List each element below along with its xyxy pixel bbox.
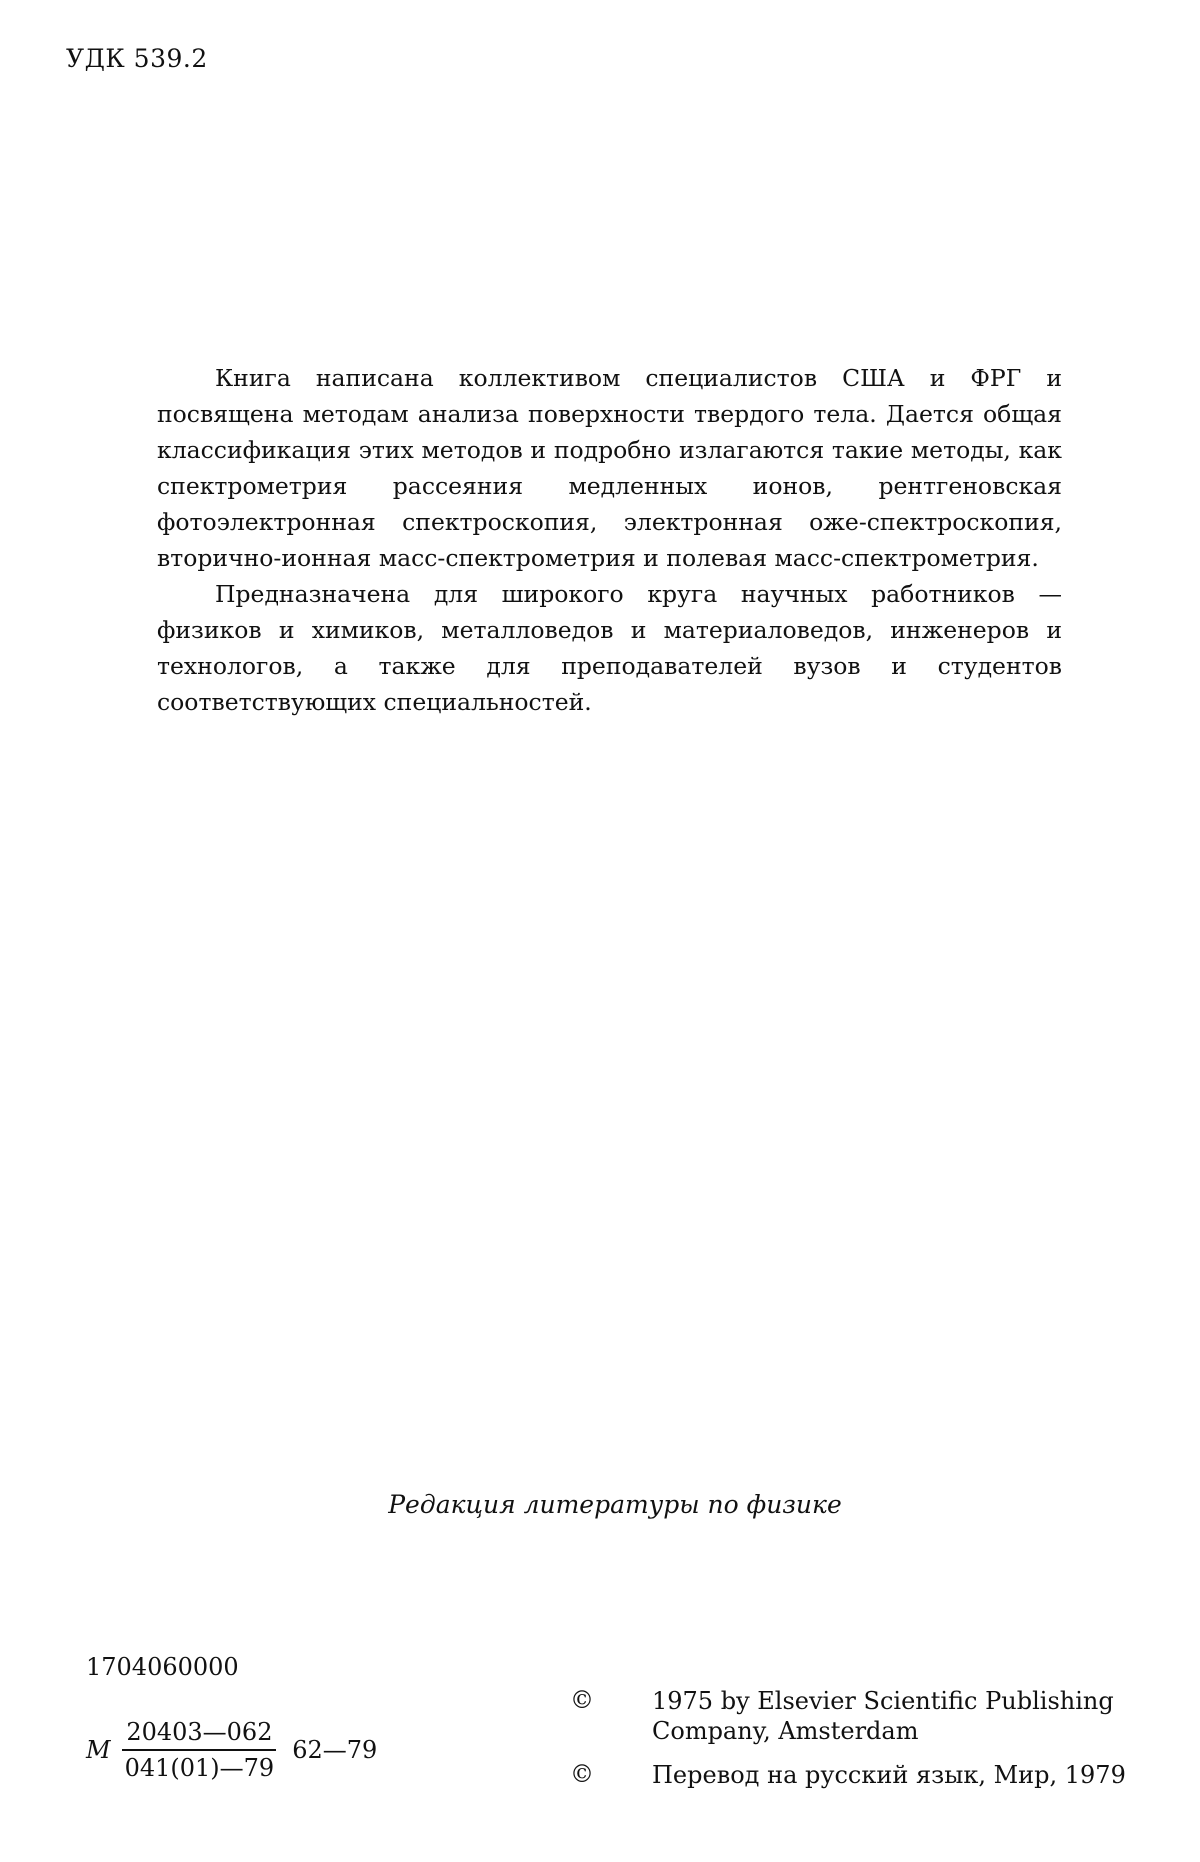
index-letter: М bbox=[86, 1736, 111, 1764]
copyright-block bbox=[570, 1686, 1170, 1790]
annotation-paragraph-2: Предназначена для широкого круга научных работников — физиков и химиков, металловедов и материаловедов, инженеров и технологов, а также для преподавателей вузов и студентов соответствующих специальностей. bbox=[157, 580, 1062, 716]
index-tail: 62—79 bbox=[292, 1736, 378, 1764]
copyright-symbol: © bbox=[570, 1760, 594, 1788]
copyright-translation bbox=[570, 1760, 1170, 1790]
copyright-original bbox=[570, 1686, 1170, 1746]
editorial-department: Редакция литературы по физике bbox=[388, 1490, 842, 1519]
copyright-translation-text: Перевод на русский язык, Мир, 1979 bbox=[652, 1761, 1126, 1789]
index-fraction bbox=[121, 1718, 279, 1782]
udk-classification: УДК 539.2 bbox=[66, 44, 208, 73]
catalog-code-number: 1704060000 bbox=[86, 1653, 239, 1681]
copyright-symbol: © bbox=[570, 1686, 594, 1714]
book-annotation bbox=[157, 360, 1062, 720]
copyright-original-text: 1975 by Elsevier Scientific Publishing Company, Amsterdam bbox=[652, 1687, 1114, 1745]
catalog-code bbox=[86, 1653, 239, 1681]
fraction-numerator: 20403—062 bbox=[122, 1718, 276, 1751]
publication-index bbox=[86, 1718, 377, 1782]
fraction-denominator: 041(01)—79 bbox=[124, 1754, 275, 1782]
annotation-paragraph-1: Книга написана коллективом специалистов США и ФРГ и посвящена методам анализа поверхности твердого тела. Дается общая классификация этих методов и подробно излагаются такие методы, как спектрометрия рассеяния медленных ионов, рентгеновская фотоэлектронная спектроскопия, электронная оже-спектроскопия, вторично-ионная масс-спектрометрия и полевая масс-спектрометрия. bbox=[157, 364, 1062, 572]
